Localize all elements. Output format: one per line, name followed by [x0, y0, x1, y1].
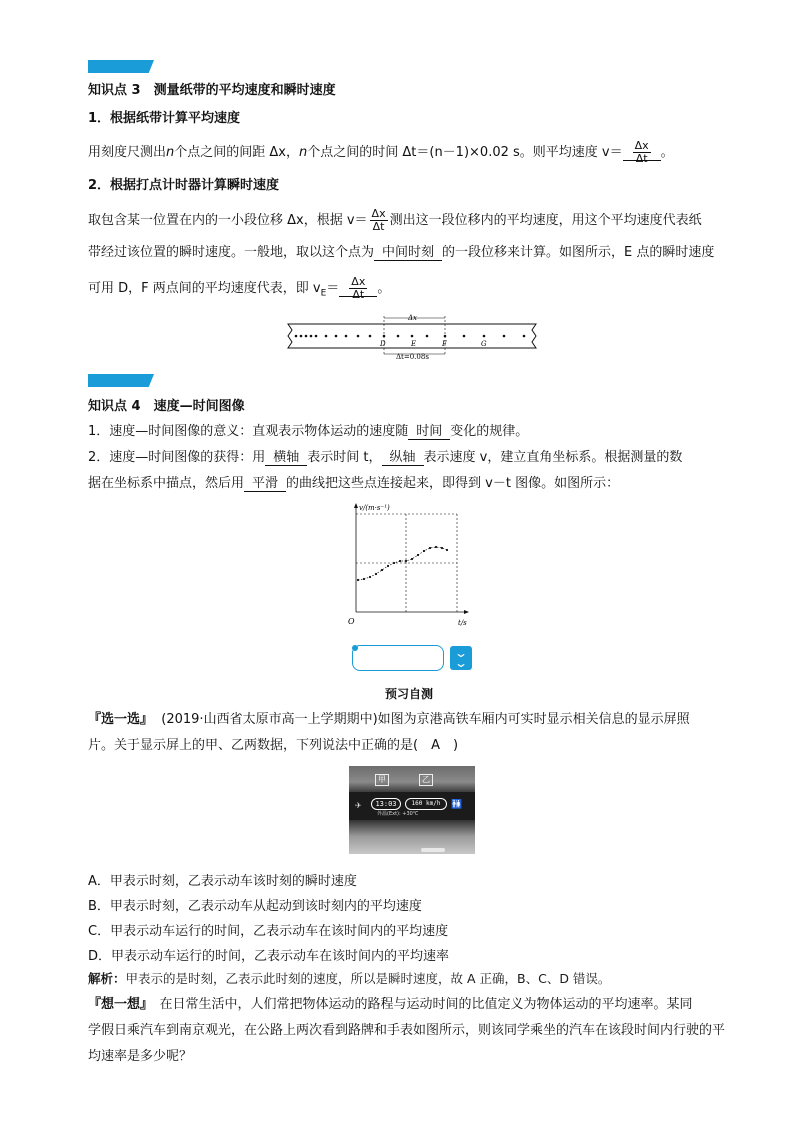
kp4-line-3 [88, 475, 619, 493]
preview-banner-dot [352, 645, 358, 651]
text-segment: 可用 D，F 两点间的平均速度代表，即 v [88, 281, 321, 296]
dt-label: Δt=0.08s [396, 353, 429, 360]
kp3-paragraph-2-line-1 [88, 208, 702, 233]
origin-label: O [348, 617, 355, 626]
y-axis-arrow [354, 503, 358, 508]
solution-text: 甲表示的是时刻，乙表示此时刻的速度，所以是瞬时速度，故 A 正确，B、C、D 错误。 [125, 971, 611, 986]
vt-points [357, 546, 448, 581]
q1-option-b[interactable]: B．甲表示时刻，乙表示动车从起动到该时刻内的平均速度 [88, 899, 422, 914]
x-axis-label: t/s [458, 619, 467, 627]
text-segment: 用刻度尺测出 [88, 145, 167, 160]
text-segment: 变化的规律。 [450, 424, 529, 439]
text-segment: 个点之间的时间 Δt＝(n－1)×0.02 s。则平均速度 v＝ [307, 145, 623, 160]
ext-temp-readout: 外温(Ext): +30℃ [377, 811, 419, 817]
fraction-numerator: Δx [371, 207, 386, 220]
preview-banner-box [352, 645, 444, 671]
fraction [370, 208, 388, 233]
text-segment: n [166, 145, 175, 160]
restroom-icon: 🚻 [451, 800, 463, 810]
section-marker-kp4 [88, 374, 154, 387]
text-segment: 。 [377, 281, 391, 296]
point-label-E: E [411, 340, 417, 348]
text-segment: 个点之间的间距 Δx， [174, 145, 299, 160]
fill-blank-answer: 时间 [408, 424, 450, 440]
text-segment: 的一段位移来计算。如图所示，E 点的瞬时速度 [442, 245, 715, 260]
time-readout: 13:03 [371, 798, 401, 810]
text-segment: 如图为京港高铁车厢内可实时显示相关信息的显示屏照 [377, 712, 690, 727]
text-segment: 据在坐标系中描点，然后用 [88, 476, 245, 491]
fill-blank-answer: 纵轴 [382, 450, 424, 466]
fill-blank-answer: 平滑 [244, 476, 286, 492]
q2-line-1 [88, 996, 693, 1014]
kp3-subtitle-1: 1．根据纸带计算平均速度 [88, 111, 241, 126]
q2-line-2: 学假日乘汽车到南京观光，在公路上两次看到路牌和手表如图所示，则该同学乘坐的汽车在该段时间内行驶的平 [88, 1023, 726, 1038]
label-jia: 甲 [375, 774, 389, 786]
text-segment: 在日常生活中，人们常把物体运动的路程与运动时间的比值定义为物体运动的平均速率。某同 [146, 997, 693, 1012]
question-source: (2019·山西省太原市高一上学期期中) [161, 712, 378, 727]
text-segment: ＝ [326, 281, 340, 296]
fill-blank-answer: 横轴 [265, 450, 307, 466]
q1-solution [88, 970, 610, 988]
q1-option-c[interactable]: C．甲表示动车运行的时间，乙表示动车在该时间内的平均速度 [88, 924, 449, 939]
fraction-denominator: Δt [372, 220, 385, 233]
q1-stem-line-1 [88, 711, 690, 729]
fill-blank-answer: 中间时刻 [374, 245, 442, 261]
fraction [349, 276, 367, 301]
fraction-denominator: Δt [352, 288, 365, 301]
text-segment: 的曲线把这些点连接起来，即得到 v－t 图像。如图所示： [286, 476, 620, 491]
vt-curve [358, 547, 447, 580]
kp4-line-2 [88, 449, 682, 467]
tape-dots [295, 335, 526, 338]
preview-label: 预习自测 [385, 687, 434, 701]
kp3-paragraph-2-line-3 [88, 276, 390, 303]
paper-tape-diagram [284, 310, 540, 360]
fraction-denominator: Δt [635, 152, 648, 165]
text-segment: 1．速度—时间图像的意义：直观表示物体运动的速度随 [88, 424, 409, 439]
q1-option-d[interactable]: D．甲表示动车运行的时间，乙表示动车在该时间内的平均速率 [88, 949, 450, 964]
ceiling-light [421, 848, 445, 852]
chevron-down-icon: ⌄ ⌄ [450, 646, 472, 670]
label-yi: 乙 [419, 774, 433, 786]
kp3-paragraph-1 [88, 140, 674, 165]
fraction-numerator: Δx [351, 275, 366, 288]
section-marker-kp3 [88, 60, 154, 73]
speed-readout: 160 km/h [405, 798, 447, 810]
x-axis-arrow [464, 610, 469, 614]
kp3-subtitle-2: 2．根据打点计时器计算瞬时速度 [88, 178, 280, 193]
train-icon: ✈ [355, 801, 362, 810]
fraction-numerator: Δx [634, 139, 649, 152]
q1-option-a[interactable]: A．甲表示时刻，乙表示动车该时刻的瞬时速度 [88, 874, 357, 889]
text-segment: 取包含某一位置在内的一小段位移 Δx，根据 v＝ [88, 213, 368, 228]
question-tag: 『选一选』 [88, 712, 154, 727]
kp3-title: 知识点 3 测量纸带的平均速度和瞬时速度 [88, 83, 336, 98]
dx-label: Δx [408, 314, 418, 322]
text-segment: 。 [660, 145, 674, 160]
fraction [633, 140, 651, 165]
point-label-G: G [481, 340, 487, 348]
kp4-title: 知识点 4 速度—时间图像 [88, 399, 245, 414]
velocity-time-graph [342, 500, 474, 630]
text-segment: 表示时间 t， [307, 450, 382, 465]
q1-stem-line-2: 片。关于显示屏上的甲、乙两数据，下列说法中正确的是( A ) [88, 738, 459, 753]
text-segment: 表示速度 v，建立直角坐标系。根据测量的数 [423, 450, 683, 465]
train-display-photo [349, 766, 475, 854]
text-segment: 测出这一段位移内的平均速度，用这个平均速度代表纸 [389, 213, 702, 228]
kp4-line-1 [88, 423, 528, 441]
point-label-F: F [442, 340, 447, 348]
y-axis-label: v/(m·s⁻¹) [359, 504, 390, 512]
text-segment: n [299, 145, 308, 160]
text-segment: 带经过该位置的瞬时速度。一般地，取以这个点为 [88, 245, 375, 260]
point-label-D: D [380, 340, 386, 348]
solution-label: 解析： [88, 971, 126, 986]
q2-line-3: 均速率是多少呢？ [88, 1049, 193, 1064]
subscript: E [320, 288, 327, 299]
text-segment: 2．速度—时间图像的获得：用 [88, 450, 266, 465]
kp3-paragraph-2-line-2 [88, 244, 714, 262]
question-tag: 『想一想』 [88, 997, 147, 1012]
